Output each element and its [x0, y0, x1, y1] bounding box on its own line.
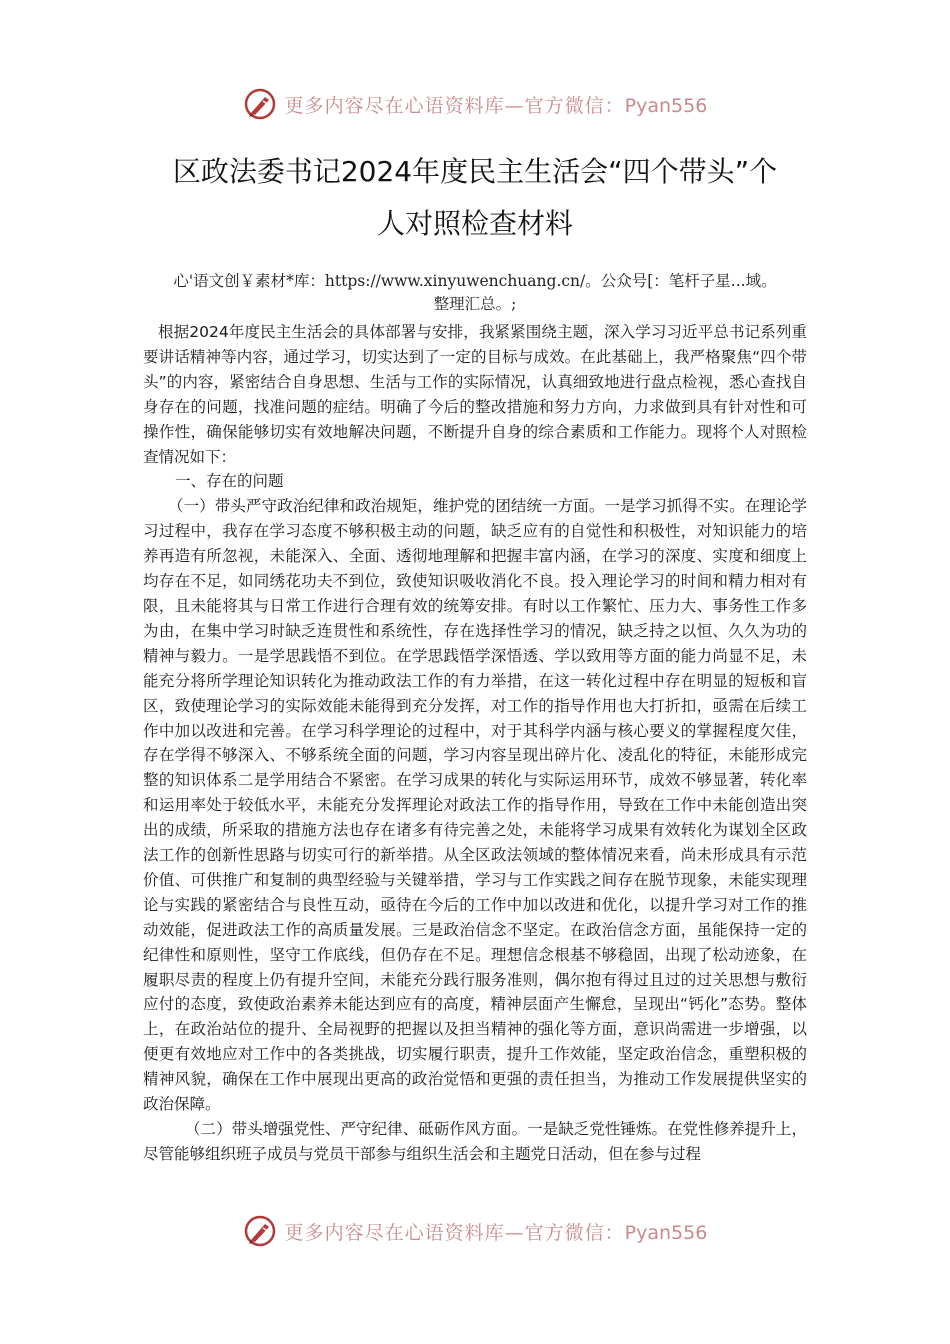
fountain-pen-logo-icon	[243, 1214, 277, 1248]
fountain-pen-logo-icon	[243, 87, 277, 121]
section-heading: 一、存在的问题	[175, 472, 284, 491]
source-note	[130, 270, 820, 316]
title-line-1: 区政法委书记2024年度民主生活会“四个带头”个	[172, 155, 778, 188]
banner-text: 更多内容尽在心语资料库—官方微信：Pyan556	[284, 1221, 708, 1244]
wechat-id: Pyan556	[624, 1221, 708, 1244]
section-1-paragraph: （一）带头严守政治纪律和政治规矩，维护党的团结统一方面。一是学习抓得不实。在理论学习过程中，我存在学习态度不够积极主动的问题，缺乏应有的自觉性和积极性，对知识能力的培养再造有所忽视，未能深入、全面、透彻地理解和把握丰富内涵，在学习的深度、实度和细度上均存在不足，如同绣花功夫不到位，致使知识吸收消化不良。投入理论学习的时间和精力相对有限，且未能将其与日常工作进行合理有效的统筹安排。有时以工作繁忙、压力大、事务性工作多为由，在集中学习时缺乏连贯性和系统性，存在选择性学习的情况，缺乏持之以恒、久久为功的精神与毅力。一是学思践悟不到位。在学思践悟学深悟透、学以致用等方面的能力尚显不足，未能充分将所学理论知识转化为推动政法工作的有力举措，在这一转化过程中存在明显的短板和盲区，致使理论学习的实际效能未能得到充分发挥，对工作的指导作用也大打折扣，亟需在后续工作中加以改进和完善。在学习科学理论的过程中，对于其科学内涵与核心要义的掌握程度欠佳，存在学得不够深入、不够系统全面的问题，学习内容呈现出碎片化、凌乱化的特征，未能形成完整的知识体系二是学用结合不紧密。在学习成果的转化与实际运用环节，成效不够显著，转化率和运用率处于较低水平，未能充分发挥理论对政法工作的指导作用，导致在工作中未能创造出突出的成绩，所采取的措施方法也存在诸多有待完善之处，未能将学习成果有效转化为谋划全区政法工作的创新性思路与切实可行的新举措。从全区政法领域的整体情况来看，尚未形成具有示范价值、可供推广和复制的典型经验与关键举措，学习与工作实践之间存在脱节现象，未能实现理论与实践的紧密结合与良性互动，亟待在今后的工作中加以改进和优化，以提升学习对工作的推动效能，促进政法工作的高质量发展。三是政治信念不坚定。在政治信念方面，虽能保持一定的纪律性和原则性，坚守工作底线，但仍存在不足。理想信念根基不够稳固，出现了松动迹象，在履职尽责的程度上仍有提升空间，未能充分践行服务准则，偶尔抱有得过且过的过关思想与敷衍应付的态度，致使政治素养未能达到应有的高度，精神层面产生懈怠，呈现出“钙化”态势。整体上，在政治站位的提升、全局视野的把握以及担当精神的强化等方面，意识尚需进一步增强，以便更有效地应对工作中的各类挑战，切实履行职责，提升工作效能，坚定政治信念，重塑积极的精神风貌，确保在工作中展现出更高的政治觉悟和更强的责任担当，为推动工作发展提供坚实的政治保障。	[143, 497, 807, 1114]
title-line-2: 人对照检查材料	[376, 207, 573, 240]
document-body	[143, 320, 807, 1167]
source-line-2: 整理汇总。;	[433, 295, 517, 313]
section-2-paragraph: （二）带头增强党性、严守纪律、砥砺作风方面。一是缺乏党性锤炼。在党性修养提升上，尽管能够组织班子成员与党员干部参与组织生活会和主题党日活动，但在参与过程	[143, 1120, 807, 1163]
intro-paragraph: 根据2024年度民主生活会的具体部署与安排，我紧紧围绕主题，深入学习习近平总书记系列重要讲话精神等内容，通过学习，切实达到了一定的目标与成效。在此基础上，我严格聚焦“四个带头”的内容，紧密结合自身思想、生活与工作的实际情况，认真细致地进行盘点检视，悉心查找自身存在的问题，找准问题的症结。明确了今后的整改措施和努力方向，力求做到具有针对性和可操作性，确保能够切实有效地解决问题，不断提升自身的综合素质和工作能力。现将个人对照检查情况如下：	[143, 323, 807, 466]
document-title	[130, 146, 820, 250]
header-banner	[0, 84, 950, 124]
banner-text: 更多内容尽在心语资料库—官方微信：Pyan556	[284, 94, 708, 117]
footer-banner	[0, 1211, 950, 1251]
wechat-id: Pyan556	[624, 94, 708, 117]
source-line-1: 心'语文创￥素材*库：https://www.xinyuwenchuang.cn/。公众号[：笔杆子星...域。	[173, 272, 777, 290]
